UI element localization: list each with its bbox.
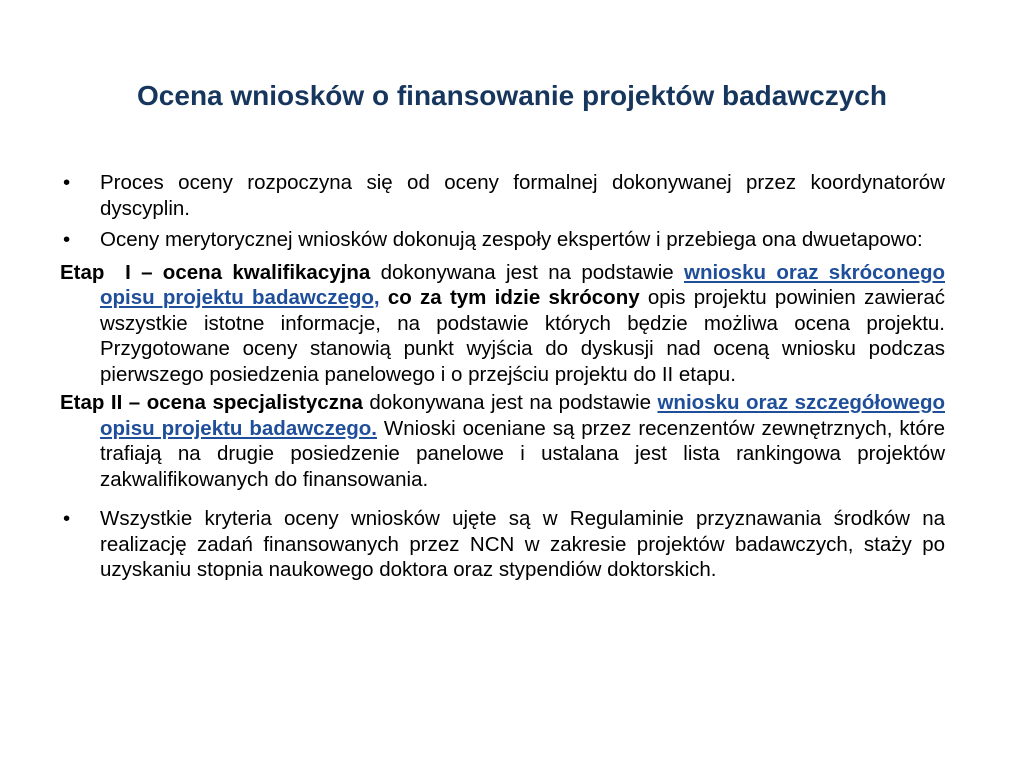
- bullet-text: Oceny merytorycznej wniosków dokonują zespoły ekspertów i przebiega ona dwuetapowo:: [100, 228, 923, 251]
- stage-one-label: Etap I – ocena kwalifikacyjna: [60, 260, 371, 284]
- slide-title: Ocena wniosków o finansowanie projektów badawczych: [137, 80, 887, 111]
- bullet-marker: •: [63, 171, 71, 194]
- stage-two-link[interactable]: wniosku oraz szczegółowego opisu projektu badawczego.: [100, 391, 945, 440]
- stage-two-text-a: dokonywana jest na podstawie: [362, 391, 658, 414]
- stage-two-paragraph: [60, 390, 945, 492]
- stage-two-text-b: Wnioski oceniane są przez recenzentów zewnętrznych, które trafiają na drugie posiedzenie panelowe i ustalana jest lista rankingowa projektów zakwalifikowanych do finansowania.: [100, 416, 945, 491]
- stage-two-label: Etap II – ocena specjalistyczna: [60, 391, 363, 414]
- stage-one-link[interactable]: wniosku oraz skróconego opisu projektu badawczego,: [100, 260, 945, 309]
- stage-one-text-a: dokonywana jest na podstawie: [370, 260, 684, 284]
- bullet-item-expert-review: [60, 227, 945, 253]
- stage-one-text-b: opis projektu powinien zawierać wszystkie istotne informacje, na podstawie których będzie możliwa ocena projektu. Przygotowane oceny stanowią punkt wyjścia do dyskusji nad oceną wniosku podczas pierwszego posiedzenia panelowego i o przejściu projektu do II etapu.: [100, 286, 945, 386]
- stage-one-paragraph: [60, 260, 945, 388]
- bullet-item-criteria: [60, 506, 945, 583]
- bullet-item-formal-review: [60, 170, 945, 221]
- bullet-marker: •: [63, 228, 71, 251]
- bullet-text: Proces oceny rozpoczyna się od oceny formalnej dokonywanej przez koordynatorów dyscyplin.: [100, 171, 945, 220]
- slide-content: [60, 170, 945, 583]
- bullet-text: Wszystkie kryteria oceny wniosków ujęte są w Regulaminie przyznawania środków na realizację zadań finansowanych przez NCN w zakresie projektów badawczych, staży po uzyskaniu stopnia naukowego doktora oraz stypendiów doktorskich.: [100, 507, 945, 581]
- bullet-marker: •: [63, 507, 71, 530]
- stage-one-emphasis: co za tym idzie skrócony: [379, 286, 640, 309]
